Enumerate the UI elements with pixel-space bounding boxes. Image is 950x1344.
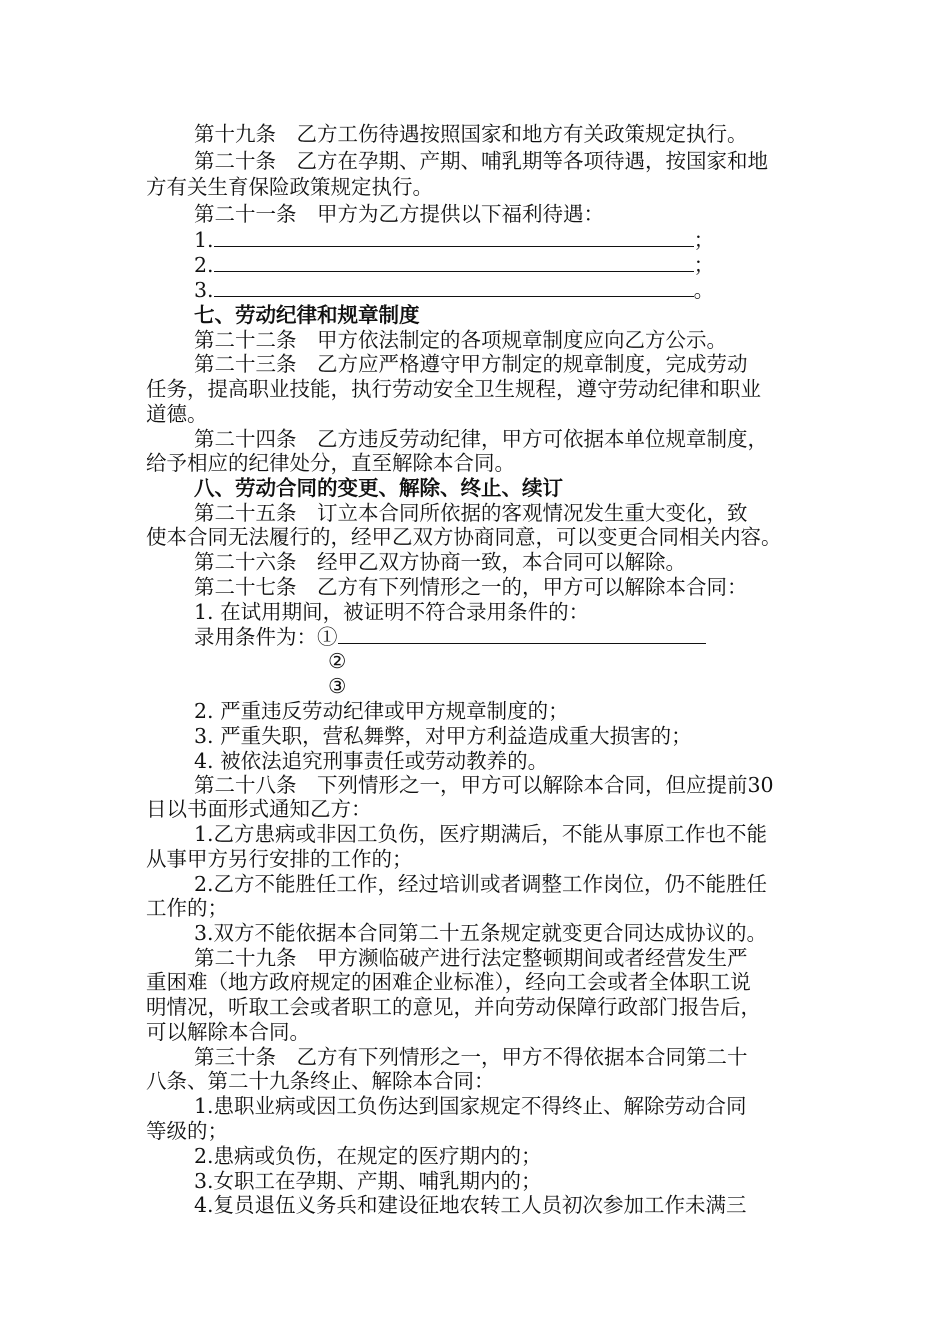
welfare-item-1	[194, 228, 854, 252]
article-23-line2: 任务，提高职业技能，执行劳动安全卫生规程，遵守劳动纪律和职业	[146, 377, 761, 401]
welfare-item-3	[194, 278, 854, 302]
article-30-item-3: 3.女职工在孕期、产期、哺乳期内的；	[194, 1169, 542, 1193]
welfare-item-1-end: ；	[693, 228, 715, 252]
welfare-item-2	[194, 253, 854, 277]
article-30-line1: 第三十条 乙方有下列情形之一，甲方不得依据本合同第二十	[194, 1045, 748, 1069]
article-28-line1: 第二十八条 下列情形之一，甲方可以解除本合同，但应提前30	[194, 773, 774, 797]
article-25-line1: 第二十五条 订立本合同所依据的客观情况发生重大变化，致	[194, 501, 748, 525]
welfare-item-2-end: ；	[693, 253, 715, 277]
article-20-line2: 方有关生育保险政策规定执行。	[146, 175, 433, 199]
article-29-line3: 明情况，听取工会或者职工的意见，并向劳动保障行政部门报告后，	[146, 995, 761, 1019]
article-21: 第二十一条 甲方为乙方提供以下福利待遇：	[194, 202, 604, 226]
article-28-item-3: 3.双方不能依据本合同第二十五条规定就变更合同达成协议的。	[194, 921, 768, 945]
article-22: 第二十二条 甲方依法制定的各项规章制度应向乙方公示。	[194, 328, 727, 352]
welfare-item-1-number: 1.	[194, 228, 214, 252]
article-25-line2: 使本合同无法履行的，经甲乙双方协商同意，可以变更合同相关内容。	[146, 525, 782, 549]
article-29-line4: 可以解除本合同。	[146, 1020, 310, 1044]
article-28-item-2-line2: 工作的；	[146, 896, 228, 920]
hire-conditions-1	[194, 625, 854, 649]
welfare-item-3-number: 3.	[194, 278, 214, 302]
hire-condition-3-marker: ③	[328, 674, 347, 698]
article-20-line1: 第二十条 乙方在孕期、产期、哺乳期等各项待遇，按国家和地	[194, 149, 768, 173]
article-24-line1: 第二十四条 乙方违反劳动纪律，甲方可依据本单位规章制度，	[194, 427, 768, 451]
section-7-heading: 七、劳动纪律和规章制度	[194, 303, 420, 327]
article-30-item-1-line1: 1.患职业病或因工负伤达到国家规定不得终止、解除劳动合同	[194, 1094, 747, 1118]
welfare-blank-2	[214, 253, 694, 272]
article-29-line2: 重困难（地方政府规定的困难企业标准），经向工会或者全体职工说	[146, 970, 751, 994]
article-28-item-2-line1: 2.乙方不能胜任工作，经过培训或者调整工作岗位，仍不能胜任	[194, 872, 768, 896]
welfare-blank-3	[214, 278, 694, 297]
welfare-item-2-number: 2.	[194, 253, 214, 277]
welfare-blank-1	[214, 228, 694, 247]
hire-conditions-label: 录用条件为：	[194, 625, 317, 649]
article-27-item-3: 3. 严重失职，营私舞弊，对甲方利益造成重大损害的；	[194, 724, 692, 748]
article-28-item-1-line2: 从事甲方另行安排的工作的；	[146, 847, 413, 871]
article-30-item-1-line2: 等级的；	[146, 1119, 228, 1143]
section-8-heading: 八、劳动合同的变更、解除、终止、续订	[194, 476, 563, 500]
article-27-item-1: 1. 在试用期间，被证明不符合录用条件的：	[194, 600, 590, 624]
article-23-line3: 道德。	[146, 402, 208, 426]
hire-condition-blank-1	[338, 625, 706, 644]
article-27-item-2: 2. 严重违反劳动纪律或甲方规章制度的；	[194, 699, 569, 723]
article-23-line1: 第二十三条 乙方应严格遵守甲方制定的规章制度，完成劳动	[194, 352, 748, 376]
article-28-item-1-line1: 1.乙方患病或非因工负伤，医疗期满后，不能从事原工作也不能	[194, 822, 768, 846]
article-28-line2: 日以书面形式通知乙方：	[146, 797, 372, 821]
article-27-item-4: 4. 被依法追究刑事责任或劳动教养的。	[194, 749, 549, 773]
hire-condition-2-marker: ②	[328, 649, 347, 673]
article-24-line2: 给予相应的纪律处分，直至解除本合同。	[146, 451, 515, 475]
welfare-item-3-end: 。	[693, 278, 715, 302]
article-19: 第十九条 乙方工伤待遇按照国家和地方有关政策规定执行。	[194, 122, 748, 146]
article-30-item-2: 2.患病或负伤，在规定的医疗期内的；	[194, 1144, 542, 1168]
article-27: 第二十七条 乙方有下列情形之一的，甲方可以解除本合同：	[194, 575, 748, 599]
article-29-line1: 第二十九条 甲方濒临破产进行法定整顿期间或者经营发生严	[194, 946, 748, 970]
hire-condition-1-marker: ①	[317, 625, 338, 649]
article-30-line2: 八条、第二十九条终止、解除本合同：	[146, 1069, 495, 1093]
article-30-item-4: 4.复员退伍义务兵和建设征地农转工人员初次参加工作未满三	[194, 1193, 747, 1217]
article-26: 第二十六条 经甲乙双方协商一致，本合同可以解除。	[194, 550, 686, 574]
